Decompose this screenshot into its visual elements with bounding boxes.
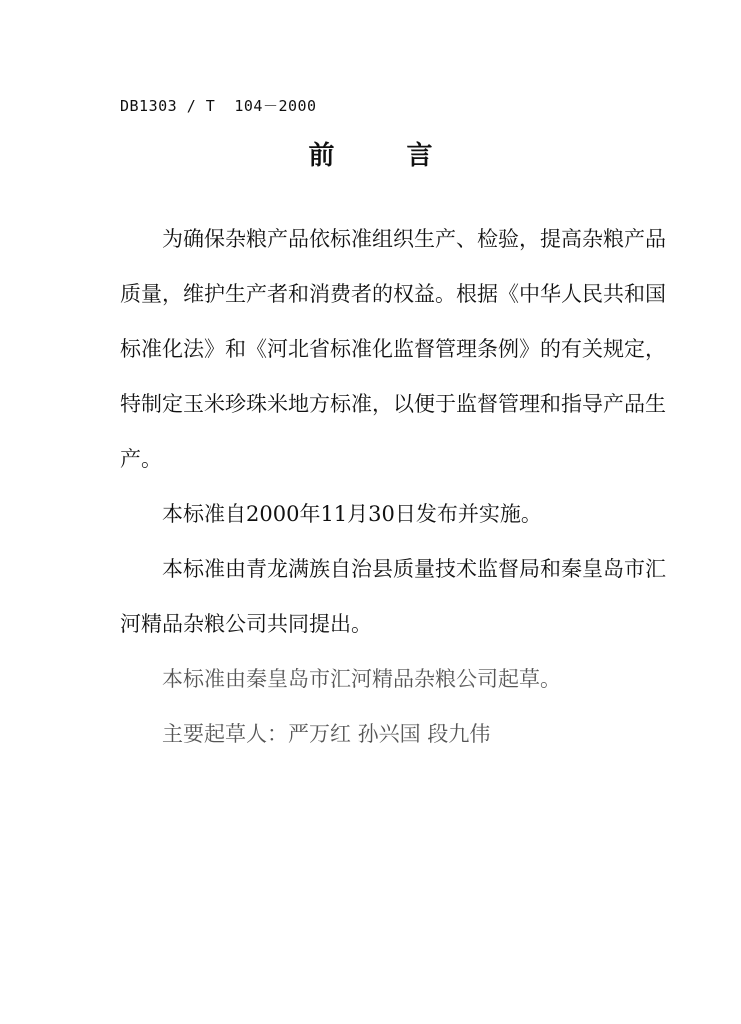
paragraph-drafter: 本标准由秦皇岛市汇河精品杂粮公司起草。 (162, 667, 561, 691)
body-text (120, 212, 680, 762)
paragraph-main-drafters: 主要起草人：严万红 孙兴国 段九伟 (162, 722, 491, 746)
paragraph-purpose: 为确保杂粮产品依标准组织生产、检验，提高杂粮产品质量，维护生产者和消费者的权益。根据《中华人民共和国标准化法》和《河北省标准化监督管理条例》的有关规定，特制定玉米珍珠米地方标准，以便于监督管理和指导产品生产。 (120, 227, 666, 471)
paragraph-effective-date: 本标准自2000年11月30日发布并实施。 (162, 502, 542, 526)
paragraph-proposer: 本标准由青龙满族自治县质量技术监督局和秦皇岛市汇河精品杂粮公司共同提出。 (120, 557, 666, 636)
page-title: 前言 (308, 141, 505, 171)
standard-code: DB1303 / T 104－2000 (120, 97, 317, 115)
